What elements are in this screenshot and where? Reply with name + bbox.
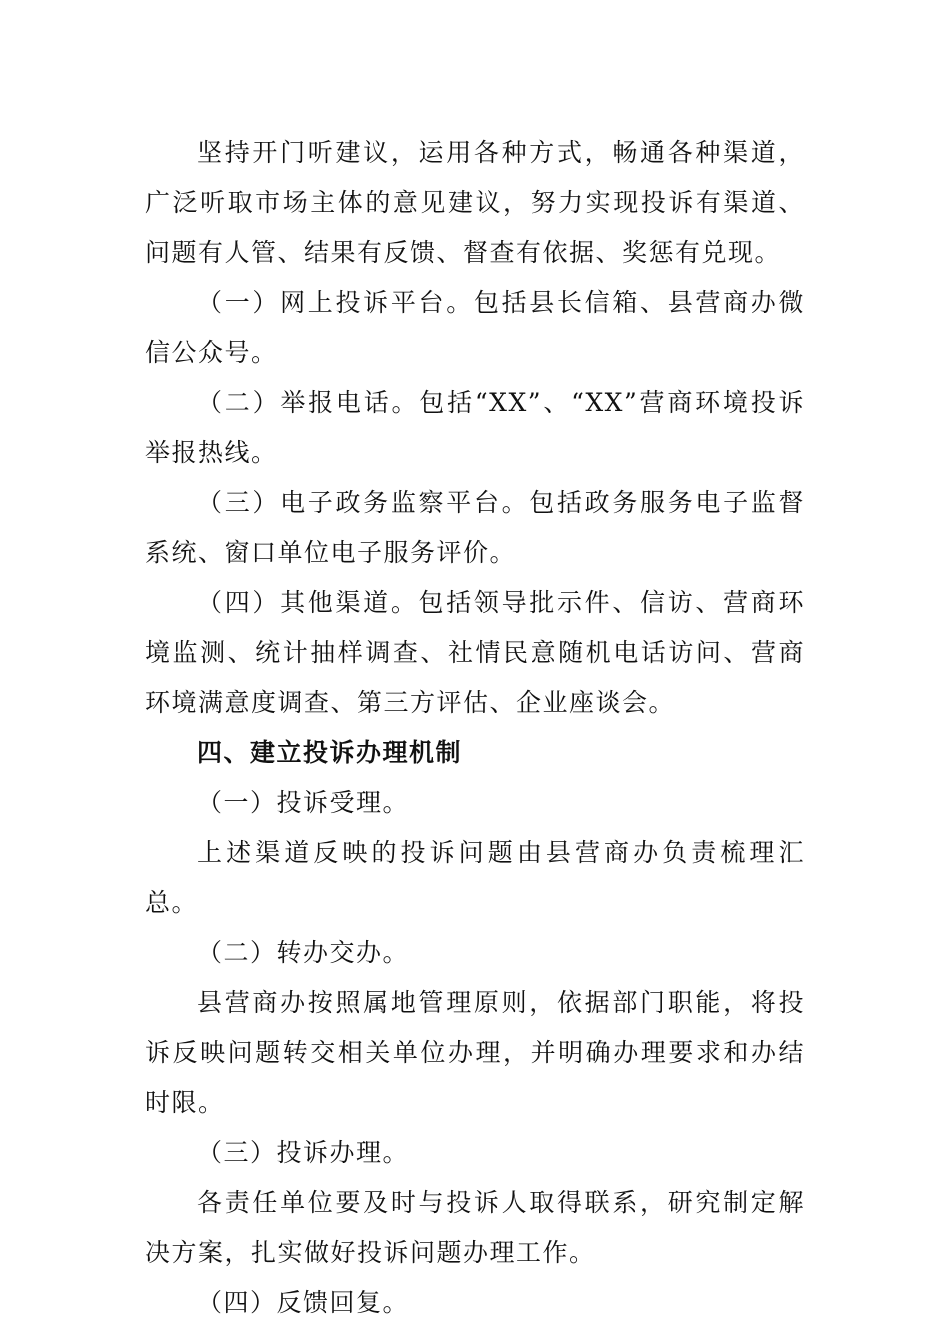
paragraph-other-channels: （四）其他渠道。包括领导批示件、信访、营商环境监测、统计抽样调查、社情民意随机电话访问、营商环境满意度调查、第三方评估、企业座谈会。 — [145, 588, 805, 717]
subheading-complaint-acceptance: （一）投诉受理。 — [197, 788, 410, 817]
subheading-transfer: （二）转办交办。 — [197, 938, 410, 967]
subheading-feedback: （四）反馈回复。 — [197, 1288, 410, 1317]
paragraph-online-platform: （一）网上投诉平台。包括县长信箱、县营商办微信公众号。 — [145, 288, 805, 367]
subheading-handling: （三）投诉办理。 — [197, 1138, 410, 1167]
paragraph-e-supervision: （三）电子政务监察平台。包括政务服务电子监督系统、窗口单位电子服务评价。 — [145, 488, 805, 567]
section-heading-complaint-mechanism: 四、建立投诉办理机制 — [197, 738, 463, 767]
paragraph-transfer: 县营商办按照属地管理原则，依据部门职能，将投诉反映问题转交相关单位办理，并明确办理要求和办结时限。 — [145, 988, 805, 1117]
paragraph-complaint-acceptance: 上述渠道反映的投诉问题由县营商办负责梳理汇总。 — [145, 838, 805, 917]
document-page — [145, 128, 805, 1328]
paragraph-handling: 各责任单位要及时与投诉人取得联系，研究制定解决方案，扎实做好投诉问题办理工作。 — [145, 1188, 805, 1267]
paragraph-channels-intro: 坚持开门听建议，运用各种方式，畅通各种渠道，广泛听取市场主体的意见建议，努力实现投诉有渠道、问题有人管、结果有反馈、督查有依据、奖惩有兑现。 — [145, 138, 805, 267]
paragraph-hotline: （二）举报电话。包括“XX”、“XX”营商环境投诉举报热线。 — [145, 388, 805, 467]
